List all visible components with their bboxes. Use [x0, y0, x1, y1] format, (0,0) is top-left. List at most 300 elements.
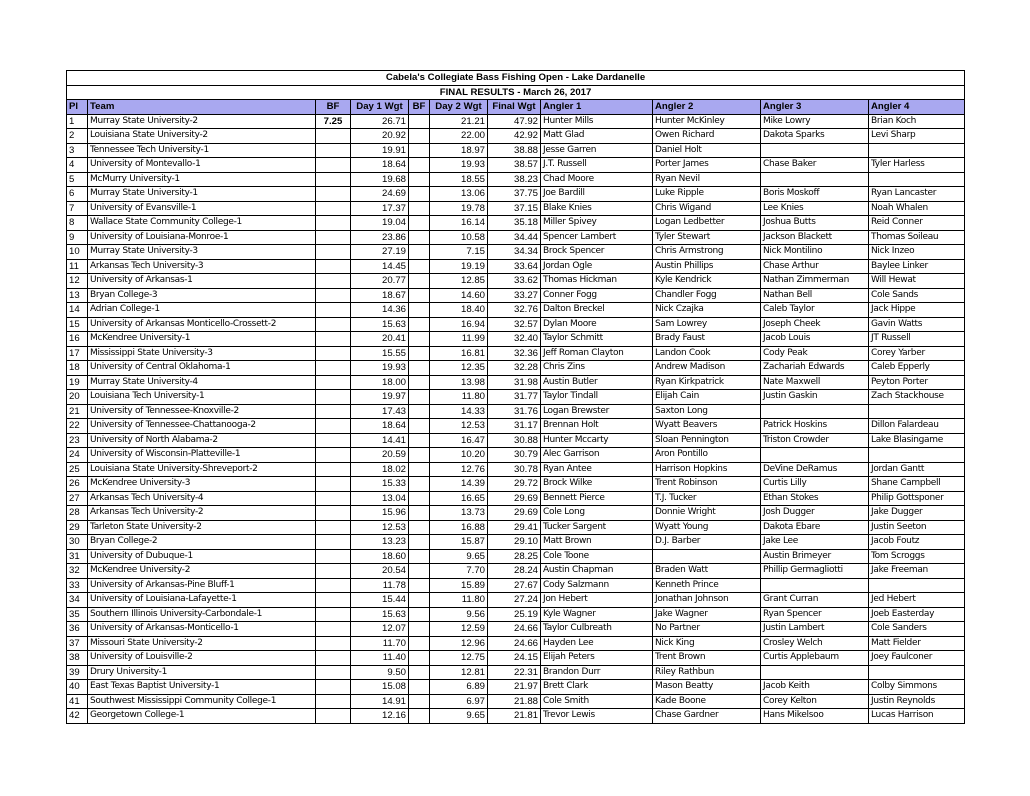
- cell-angler-3: Phillip Germagliotti: [761, 564, 869, 579]
- results-table: [66, 70, 965, 724]
- table-row: [67, 477, 965, 492]
- cell-angler-4: Jake Dugger: [869, 506, 965, 521]
- cell-angler-3: Curtis Applebaum: [761, 651, 869, 666]
- cell-bf-day2: [409, 578, 430, 593]
- cell-final-wgt: 30.79: [488, 448, 541, 463]
- cell-final-wgt: 31.98: [488, 375, 541, 390]
- cell-bf-day1: 7.25: [316, 114, 351, 129]
- cell-angler-1: Hayden Lee: [541, 636, 653, 651]
- cell-angler-4: Will Hewat: [869, 274, 965, 289]
- table-row: [67, 404, 965, 419]
- cell-team: University of Arkansas-1: [88, 274, 316, 289]
- cell-angler-4: Shane Campbell: [869, 477, 965, 492]
- cell-bf-day1: [316, 404, 351, 419]
- cell-angler-1: Ryan Antee: [541, 462, 653, 477]
- cell-angler-1: Jeff Roman Clayton: [541, 346, 653, 361]
- cell-day2-wgt: 7.70: [430, 564, 488, 579]
- cell-angler-2: Brady Faust: [653, 332, 761, 347]
- cell-day1-wgt: 18.67: [351, 288, 409, 303]
- cell-angler-4: Philip Gottsponer: [869, 491, 965, 506]
- cell-angler-3: Jacob Louis: [761, 332, 869, 347]
- cell-bf-day1: [316, 143, 351, 158]
- cell-bf-day1: [316, 245, 351, 260]
- table-row: [67, 375, 965, 390]
- cell-angler-4: Ryan Lancaster: [869, 187, 965, 202]
- cell-final-wgt: 32.36: [488, 346, 541, 361]
- cell-bf-day1: [316, 491, 351, 506]
- cell-team: McKendree University-3: [88, 477, 316, 492]
- cell-team: University of Louisiana-Lafayette-1: [88, 593, 316, 608]
- cell-angler-3: Ethan Stokes: [761, 491, 869, 506]
- cell-team: University of Arkansas Monticello-Crossett-2: [88, 317, 316, 332]
- cell-bf-day2: [409, 143, 430, 158]
- cell-bf-day1: [316, 158, 351, 173]
- cell-team: East Texas Baptist University-1: [88, 680, 316, 695]
- cell-angler-3: Caleb Taylor: [761, 303, 869, 318]
- table-row: [67, 433, 965, 448]
- cell-bf-day2: [409, 448, 430, 463]
- cell-place: 5: [67, 172, 88, 187]
- cell-day1-wgt: 15.44: [351, 593, 409, 608]
- cell-angler-2: Elijah Cain: [653, 390, 761, 405]
- cell-bf-day2: [409, 346, 430, 361]
- cell-angler-2: Ryan Nevil: [653, 172, 761, 187]
- cell-place: 16: [67, 332, 88, 347]
- cell-angler-3: Boris Moskoff: [761, 187, 869, 202]
- cell-bf-day1: [316, 448, 351, 463]
- cell-angler-4: Reid Conner: [869, 216, 965, 231]
- cell-place: 24: [67, 448, 88, 463]
- cell-bf-day1: [316, 593, 351, 608]
- cell-angler-3: Cody Peak: [761, 346, 869, 361]
- cell-day2-wgt: 9.65: [430, 709, 488, 724]
- cell-day2-wgt: 15.87: [430, 535, 488, 550]
- cell-angler-4: Cole Sanders: [869, 622, 965, 637]
- cell-bf-day2: [409, 665, 430, 680]
- cell-bf-day1: [316, 390, 351, 405]
- cell-day1-wgt: 26.71: [351, 114, 409, 129]
- cell-angler-1: Taylor Culbreath: [541, 622, 653, 637]
- header-team: Team: [88, 100, 316, 115]
- cell-team: Arkansas Tech University-4: [88, 491, 316, 506]
- cell-team: University of Montevallo-1: [88, 158, 316, 173]
- cell-angler-1: Tucker Sargent: [541, 520, 653, 535]
- table-row: [67, 549, 965, 564]
- cell-team: Wallace State Community College-1: [88, 216, 316, 231]
- cell-bf-day2: [409, 535, 430, 550]
- cell-day2-wgt: 14.39: [430, 477, 488, 492]
- cell-day2-wgt: 15.89: [430, 578, 488, 593]
- cell-bf-day2: [409, 491, 430, 506]
- table-row: [67, 680, 965, 695]
- cell-team: University of Evansville-1: [88, 201, 316, 216]
- cell-final-wgt: 28.25: [488, 549, 541, 564]
- cell-angler-2: Jake Wagner: [653, 607, 761, 622]
- cell-day2-wgt: 13.06: [430, 187, 488, 202]
- cell-angler-3: Grant Curran: [761, 593, 869, 608]
- cell-bf-day1: [316, 274, 351, 289]
- cell-angler-1: Jesse Garren: [541, 143, 653, 158]
- cell-angler-1: Chris Zins: [541, 361, 653, 376]
- cell-bf-day2: [409, 622, 430, 637]
- cell-bf-day2: [409, 158, 430, 173]
- cell-team: Murray State University-1: [88, 187, 316, 202]
- cell-angler-2: Nick Czajka: [653, 303, 761, 318]
- cell-day1-wgt: 14.91: [351, 694, 409, 709]
- cell-angler-4: JT Russell: [869, 332, 965, 347]
- cell-place: 20: [67, 390, 88, 405]
- cell-bf-day1: [316, 230, 351, 245]
- cell-angler-4: Brian Koch: [869, 114, 965, 129]
- cell-day2-wgt: 14.60: [430, 288, 488, 303]
- cell-angler-2: Kenneth Prince: [653, 578, 761, 593]
- table-row: [67, 448, 965, 463]
- cell-team: McMurry University-1: [88, 172, 316, 187]
- cell-day1-wgt: 20.41: [351, 332, 409, 347]
- cell-day2-wgt: 12.75: [430, 651, 488, 666]
- table-row: [67, 564, 965, 579]
- table-row: [67, 390, 965, 405]
- cell-bf-day2: [409, 477, 430, 492]
- cell-angler-1: Jordan Ogle: [541, 259, 653, 274]
- cell-bf-day2: [409, 506, 430, 521]
- cell-angler-3: Joshua Butts: [761, 216, 869, 231]
- header-day2-wgt: Day 2 Wgt: [430, 100, 488, 115]
- cell-bf-day2: [409, 187, 430, 202]
- cell-final-wgt: 33.64: [488, 259, 541, 274]
- cell-day1-wgt: 15.96: [351, 506, 409, 521]
- cell-angler-3: Joseph Cheek: [761, 317, 869, 332]
- cell-angler-1: Dylan Moore: [541, 317, 653, 332]
- cell-place: 18: [67, 361, 88, 376]
- cell-bf-day2: [409, 230, 430, 245]
- table-row: [67, 230, 965, 245]
- cell-day1-wgt: 20.77: [351, 274, 409, 289]
- cell-day1-wgt: 14.36: [351, 303, 409, 318]
- cell-place: 28: [67, 506, 88, 521]
- cell-team: University of Tennessee-Knoxville-2: [88, 404, 316, 419]
- cell-angler-1: Brandon Durr: [541, 665, 653, 680]
- cell-bf-day2: [409, 390, 430, 405]
- table-row: [67, 665, 965, 680]
- cell-angler-2: Sam Lowrey: [653, 317, 761, 332]
- cell-day2-wgt: 9.56: [430, 607, 488, 622]
- cell-angler-3: Chase Arthur: [761, 259, 869, 274]
- cell-bf-day1: [316, 216, 351, 231]
- cell-bf-day2: [409, 433, 430, 448]
- cell-angler-4: Justin Reynolds: [869, 694, 965, 709]
- cell-day1-wgt: 18.00: [351, 375, 409, 390]
- table-row: [67, 201, 965, 216]
- cell-bf-day1: [316, 346, 351, 361]
- cell-bf-day1: [316, 694, 351, 709]
- cell-final-wgt: 30.78: [488, 462, 541, 477]
- cell-angler-3: Jake Lee: [761, 535, 869, 550]
- cell-place: 32: [67, 564, 88, 579]
- cell-bf-day2: [409, 404, 430, 419]
- cell-day2-wgt: 12.81: [430, 665, 488, 680]
- cell-angler-4: Lucas Harrison: [869, 709, 965, 724]
- cell-angler-2: Logan Ledbetter: [653, 216, 761, 231]
- header-angler-4: Angler 4: [869, 100, 965, 115]
- table-row: [67, 158, 965, 173]
- cell-angler-1: Spencer Lambert: [541, 230, 653, 245]
- cell-team: Mississippi State University-3: [88, 346, 316, 361]
- cell-team: Missouri State University-2: [88, 636, 316, 651]
- cell-angler-3: [761, 578, 869, 593]
- cell-angler-2: Daniel Holt: [653, 143, 761, 158]
- cell-final-wgt: 25.19: [488, 607, 541, 622]
- cell-team: Bryan College-3: [88, 288, 316, 303]
- cell-day2-wgt: 7.15: [430, 245, 488, 260]
- cell-team: University of Louisiana-Monroe-1: [88, 230, 316, 245]
- cell-bf-day1: [316, 375, 351, 390]
- cell-angler-1: Cole Long: [541, 506, 653, 521]
- cell-angler-1: Miller Spivey: [541, 216, 653, 231]
- cell-angler-3: Triston Crowder: [761, 433, 869, 448]
- cell-angler-4: Thomas Soileau: [869, 230, 965, 245]
- header-angler-2: Angler 2: [653, 100, 761, 115]
- cell-final-wgt: 30.88: [488, 433, 541, 448]
- cell-bf-day2: [409, 709, 430, 724]
- table-row: [67, 216, 965, 231]
- cell-day1-wgt: 13.04: [351, 491, 409, 506]
- cell-angler-4: Tom Scroggs: [869, 549, 965, 564]
- cell-bf-day1: [316, 259, 351, 274]
- table-row: [67, 288, 965, 303]
- cell-bf-day2: [409, 245, 430, 260]
- cell-day1-wgt: 18.64: [351, 158, 409, 173]
- header-angler-3: Angler 3: [761, 100, 869, 115]
- cell-team: Louisiana State University-2: [88, 129, 316, 144]
- cell-place: 2: [67, 129, 88, 144]
- cell-day1-wgt: 12.16: [351, 709, 409, 724]
- cell-angler-3: Justin Lambert: [761, 622, 869, 637]
- cell-angler-4: Jake Freeman: [869, 564, 965, 579]
- cell-angler-2: Chris Wigand: [653, 201, 761, 216]
- cell-bf-day2: [409, 361, 430, 376]
- table-row: [67, 607, 965, 622]
- results-body: [67, 71, 965, 724]
- cell-day1-wgt: 15.63: [351, 317, 409, 332]
- cell-place: 34: [67, 593, 88, 608]
- cell-angler-4: Jordan Gantt: [869, 462, 965, 477]
- table-row: [67, 506, 965, 521]
- table-row: [67, 187, 965, 202]
- cell-angler-3: Dakota Ebare: [761, 520, 869, 535]
- cell-angler-3: Justin Gaskin: [761, 390, 869, 405]
- cell-day1-wgt: 11.40: [351, 651, 409, 666]
- cell-team: Adrian College-1: [88, 303, 316, 318]
- cell-angler-2: Braden Watt: [653, 564, 761, 579]
- cell-day1-wgt: 20.59: [351, 448, 409, 463]
- cell-day2-wgt: 22.00: [430, 129, 488, 144]
- cell-day2-wgt: 16.65: [430, 491, 488, 506]
- cell-angler-1: Austin Butler: [541, 375, 653, 390]
- cell-team: Drury University-1: [88, 665, 316, 680]
- cell-place: 38: [67, 651, 88, 666]
- cell-final-wgt: 22.31: [488, 665, 541, 680]
- cell-angler-1: Dalton Breckel: [541, 303, 653, 318]
- cell-team: Louisiana Tech University-1: [88, 390, 316, 405]
- cell-final-wgt: 31.76: [488, 404, 541, 419]
- cell-angler-3: [761, 448, 869, 463]
- cell-day2-wgt: 18.97: [430, 143, 488, 158]
- cell-bf-day1: [316, 303, 351, 318]
- cell-angler-4: Gavin Watts: [869, 317, 965, 332]
- cell-place: 11: [67, 259, 88, 274]
- table-row: [67, 303, 965, 318]
- cell-bf-day2: [409, 680, 430, 695]
- cell-angler-2: Sloan Pennington: [653, 433, 761, 448]
- cell-day1-wgt: 18.02: [351, 462, 409, 477]
- cell-place: 9: [67, 230, 88, 245]
- cell-place: 25: [67, 462, 88, 477]
- cell-bf-day1: [316, 462, 351, 477]
- cell-final-wgt: 33.62: [488, 274, 541, 289]
- cell-place: 1: [67, 114, 88, 129]
- cell-angler-3: Mike Lowry: [761, 114, 869, 129]
- cell-bf-day1: [316, 361, 351, 376]
- header-day1-wgt: Day 1 Wgt: [351, 100, 409, 115]
- cell-angler-1: Thomas Hickman: [541, 274, 653, 289]
- cell-day2-wgt: 6.97: [430, 694, 488, 709]
- cell-angler-1: Joe Bardill: [541, 187, 653, 202]
- cell-bf-day1: [316, 129, 351, 144]
- cell-angler-2: Nick King: [653, 636, 761, 651]
- cell-angler-2: Owen Richard: [653, 129, 761, 144]
- cell-angler-4: [869, 665, 965, 680]
- cell-final-wgt: 24.15: [488, 651, 541, 666]
- cell-place: 12: [67, 274, 88, 289]
- table-row: [67, 520, 965, 535]
- cell-day2-wgt: 18.40: [430, 303, 488, 318]
- cell-angler-4: Caleb Epperly: [869, 361, 965, 376]
- cell-team: University of Tennessee-Chattanooga-2: [88, 419, 316, 434]
- cell-angler-3: [761, 172, 869, 187]
- cell-angler-2: Riley Rathbun: [653, 665, 761, 680]
- cell-team: Southwest Mississippi Community College-1: [88, 694, 316, 709]
- cell-angler-2: Chris Armstrong: [653, 245, 761, 260]
- cell-day1-wgt: 15.33: [351, 477, 409, 492]
- cell-bf-day1: [316, 317, 351, 332]
- cell-bf-day1: [316, 433, 351, 448]
- cell-angler-1: Cole Smith: [541, 694, 653, 709]
- cell-bf-day2: [409, 332, 430, 347]
- cell-day2-wgt: 16.94: [430, 317, 488, 332]
- cell-angler-3: Josh Dugger: [761, 506, 869, 521]
- cell-bf-day2: [409, 549, 430, 564]
- table-row: [67, 462, 965, 477]
- cell-day1-wgt: 19.04: [351, 216, 409, 231]
- cell-angler-1: Brennan Holt: [541, 419, 653, 434]
- cell-bf-day1: [316, 578, 351, 593]
- table-row: [67, 317, 965, 332]
- cell-place: 22: [67, 419, 88, 434]
- cell-angler-2: Jonathan Johnson: [653, 593, 761, 608]
- cell-final-wgt: 29.10: [488, 535, 541, 550]
- table-row: [67, 651, 965, 666]
- cell-bf-day2: [409, 172, 430, 187]
- cell-day2-wgt: 19.93: [430, 158, 488, 173]
- cell-bf-day1: [316, 187, 351, 202]
- cell-angler-4: Colby Simmons: [869, 680, 965, 695]
- cell-team: Murray State University-2: [88, 114, 316, 129]
- cell-day2-wgt: 14.33: [430, 404, 488, 419]
- cell-final-wgt: 35.18: [488, 216, 541, 231]
- cell-angler-2: Donnie Wright: [653, 506, 761, 521]
- table-row: [67, 361, 965, 376]
- cell-day1-wgt: 17.43: [351, 404, 409, 419]
- cell-angler-2: Chase Gardner: [653, 709, 761, 724]
- table-row: [67, 259, 965, 274]
- cell-bf-day1: [316, 172, 351, 187]
- cell-angler-1: Conner Fogg: [541, 288, 653, 303]
- cell-day2-wgt: 16.88: [430, 520, 488, 535]
- cell-angler-2: D.J. Barber: [653, 535, 761, 550]
- cell-day2-wgt: 12.59: [430, 622, 488, 637]
- cell-bf-day2: [409, 419, 430, 434]
- table-row: [67, 622, 965, 637]
- cell-day1-wgt: 19.68: [351, 172, 409, 187]
- cell-angler-2: Trent Robinson: [653, 477, 761, 492]
- cell-angler-3: Nathan Bell: [761, 288, 869, 303]
- cell-final-wgt: 32.76: [488, 303, 541, 318]
- cell-angler-3: Nathan Zimmerman: [761, 274, 869, 289]
- cell-day1-wgt: 19.91: [351, 143, 409, 158]
- cell-angler-4: Baylee Linker: [869, 259, 965, 274]
- cell-angler-4: [869, 448, 965, 463]
- cell-angler-1: Austin Chapman: [541, 564, 653, 579]
- cell-final-wgt: 38.57: [488, 158, 541, 173]
- sheet-subtitle: FINAL RESULTS - March 26, 2017: [67, 85, 965, 100]
- cell-place: 27: [67, 491, 88, 506]
- cell-angler-3: Curtis Lilly: [761, 477, 869, 492]
- cell-place: 14: [67, 303, 88, 318]
- cell-bf-day1: [316, 477, 351, 492]
- cell-place: 31: [67, 549, 88, 564]
- cell-day2-wgt: 18.55: [430, 172, 488, 187]
- cell-angler-3: Ryan Spencer: [761, 607, 869, 622]
- cell-day1-wgt: 15.55: [351, 346, 409, 361]
- cell-angler-3: Patrick Hoskins: [761, 419, 869, 434]
- cell-bf-day2: [409, 259, 430, 274]
- cell-angler-3: Nick Montilino: [761, 245, 869, 260]
- cell-bf-day1: [316, 607, 351, 622]
- cell-day1-wgt: 20.92: [351, 129, 409, 144]
- cell-angler-3: [761, 143, 869, 158]
- cell-team: Southern Illinois University-Carbondale-1: [88, 607, 316, 622]
- cell-bf-day2: [409, 274, 430, 289]
- cell-final-wgt: 21.88: [488, 694, 541, 709]
- cell-angler-1: Brock Spencer: [541, 245, 653, 260]
- cell-place: 41: [67, 694, 88, 709]
- cell-bf-day1: [316, 651, 351, 666]
- cell-angler-1: Hunter Mccarty: [541, 433, 653, 448]
- cell-bf-day1: [316, 564, 351, 579]
- cell-team: Murray State University-3: [88, 245, 316, 260]
- cell-bf-day1: [316, 665, 351, 680]
- cell-angler-3: [761, 665, 869, 680]
- table-row: [67, 129, 965, 144]
- cell-angler-1: Blake Knies: [541, 201, 653, 216]
- cell-day1-wgt: 27.19: [351, 245, 409, 260]
- cell-day2-wgt: 12.96: [430, 636, 488, 651]
- cell-angler-3: Corey Kelton: [761, 694, 869, 709]
- cell-bf-day2: [409, 607, 430, 622]
- cell-team: Arkansas Tech University-3: [88, 259, 316, 274]
- cell-place: 23: [67, 433, 88, 448]
